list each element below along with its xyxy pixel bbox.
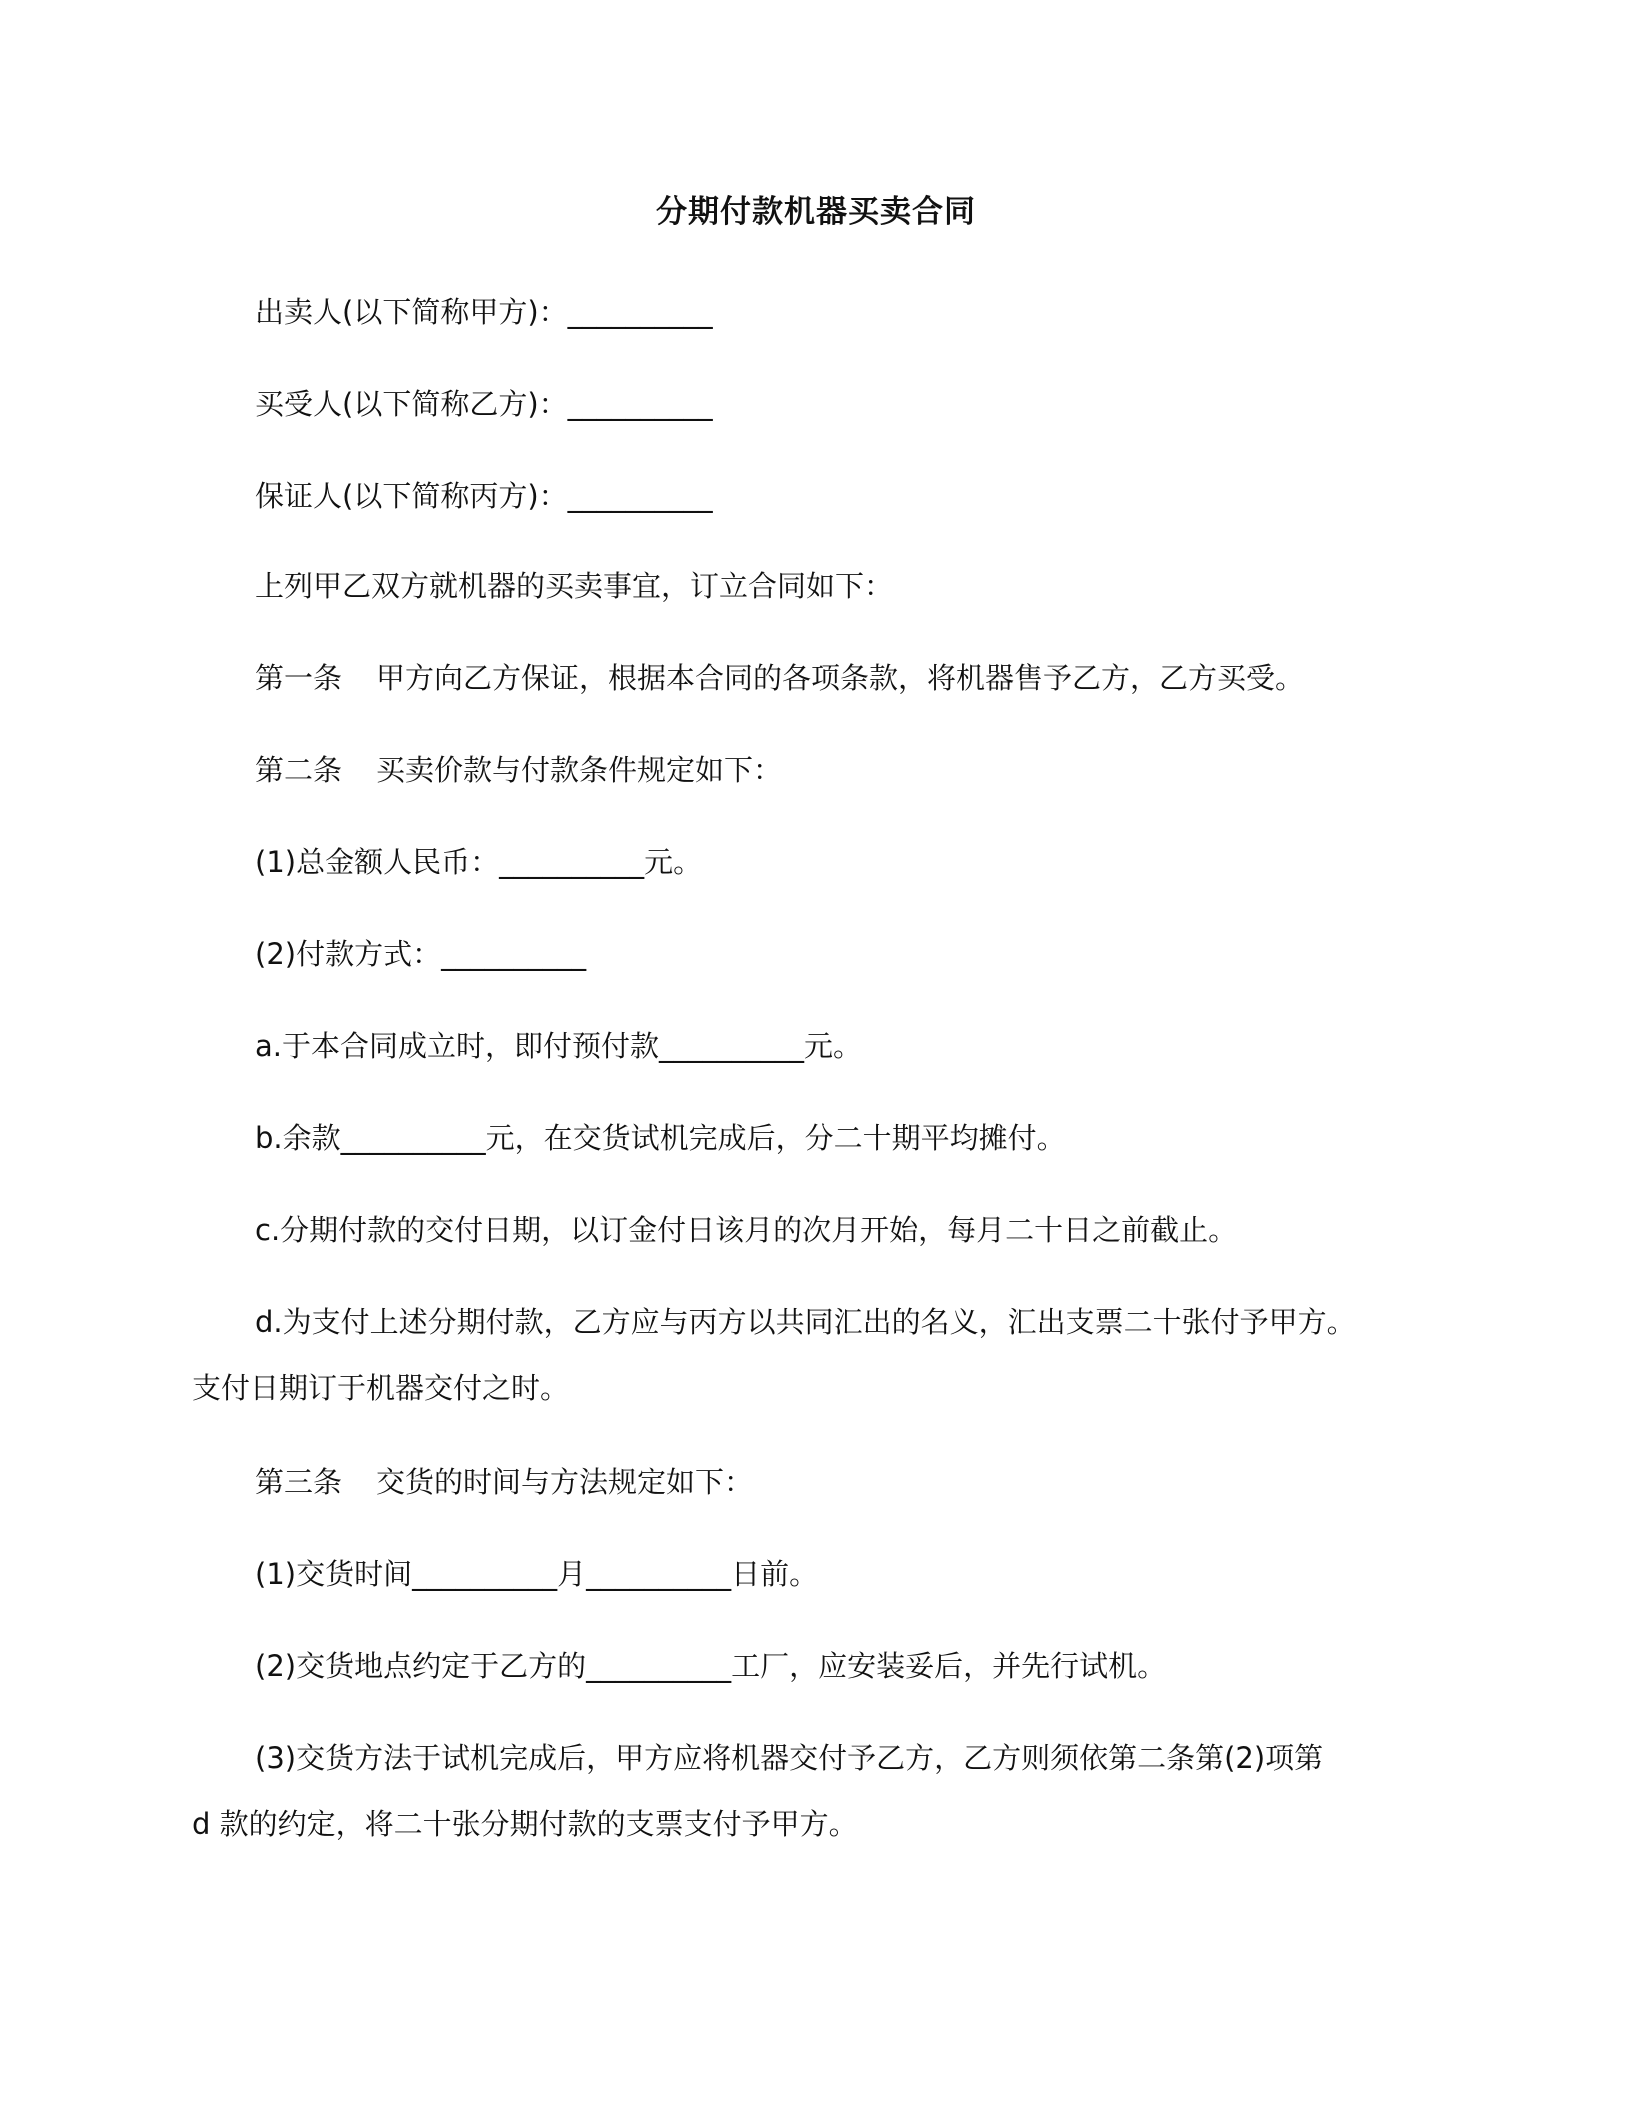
- article-2-clause-d-line-1: d.为支付上述分期付款，乙方应与丙方以共同汇出的名义，汇出支票二十张付予甲方。: [255, 1305, 1356, 1339]
- article-2-item-2: (2)付款方式：__________: [255, 937, 587, 971]
- article-3-heading: 第三条: [255, 1465, 343, 1499]
- article-3-item-1: (1)交货时间__________月__________日前。: [255, 1557, 819, 1591]
- article-1-heading: 第一条: [255, 661, 343, 695]
- party-seller: 出卖人(以下简称甲方)：__________: [255, 295, 713, 329]
- article-3-text: 交货的时间与方法规定如下：: [376, 1465, 754, 1499]
- article-2-clause-c: c.分期付款的交付日期，以订金付日该月的次月开始，每月二十日之前截止。: [255, 1213, 1238, 1247]
- article-2-clause-b: b.余款__________元，在交货试机完成后，分二十期平均摊付。: [255, 1121, 1066, 1155]
- article-2-heading: 第二条: [255, 753, 343, 787]
- article-2: [255, 748, 782, 792]
- party-buyer: 买受人(以下简称乙方)：__________: [255, 387, 713, 421]
- article-3-item-3-line-2: d 款的约定，将二十张分期付款的支票支付予甲方。: [192, 1807, 858, 1841]
- party-guarantor: 保证人(以下简称丙方)：__________: [255, 479, 713, 513]
- article-3-item-2: (2)交货地点约定于乙方的__________工厂，应安装妥后，并先行试机。: [255, 1649, 1167, 1683]
- article-1: [255, 656, 1304, 700]
- article-1-text: 甲方向乙方保证，根据本合同的各项条款，将机器售予乙方，乙方买受。: [376, 661, 1305, 695]
- article-3-item-3-line-1: (3)交货方法于试机完成后，甲方应将机器交付予乙方，乙方则须依第二条第(2)项第: [255, 1741, 1324, 1775]
- article-2-text: 买卖价款与付款条件规定如下：: [376, 753, 783, 787]
- document-title: 分期付款机器买卖合同: [656, 194, 976, 230]
- preamble: 上列甲乙双方就机器的买卖事宜，订立合同如下：: [255, 569, 894, 603]
- article-2-clause-d-line-2: 支付日期订于机器交付之时。: [192, 1371, 570, 1405]
- article-2-clause-a: a.于本合同成立时，即付预付款__________元。: [255, 1029, 862, 1063]
- article-3: [255, 1460, 753, 1504]
- article-2-item-1: (1)总金额人民币：__________元。: [255, 845, 703, 879]
